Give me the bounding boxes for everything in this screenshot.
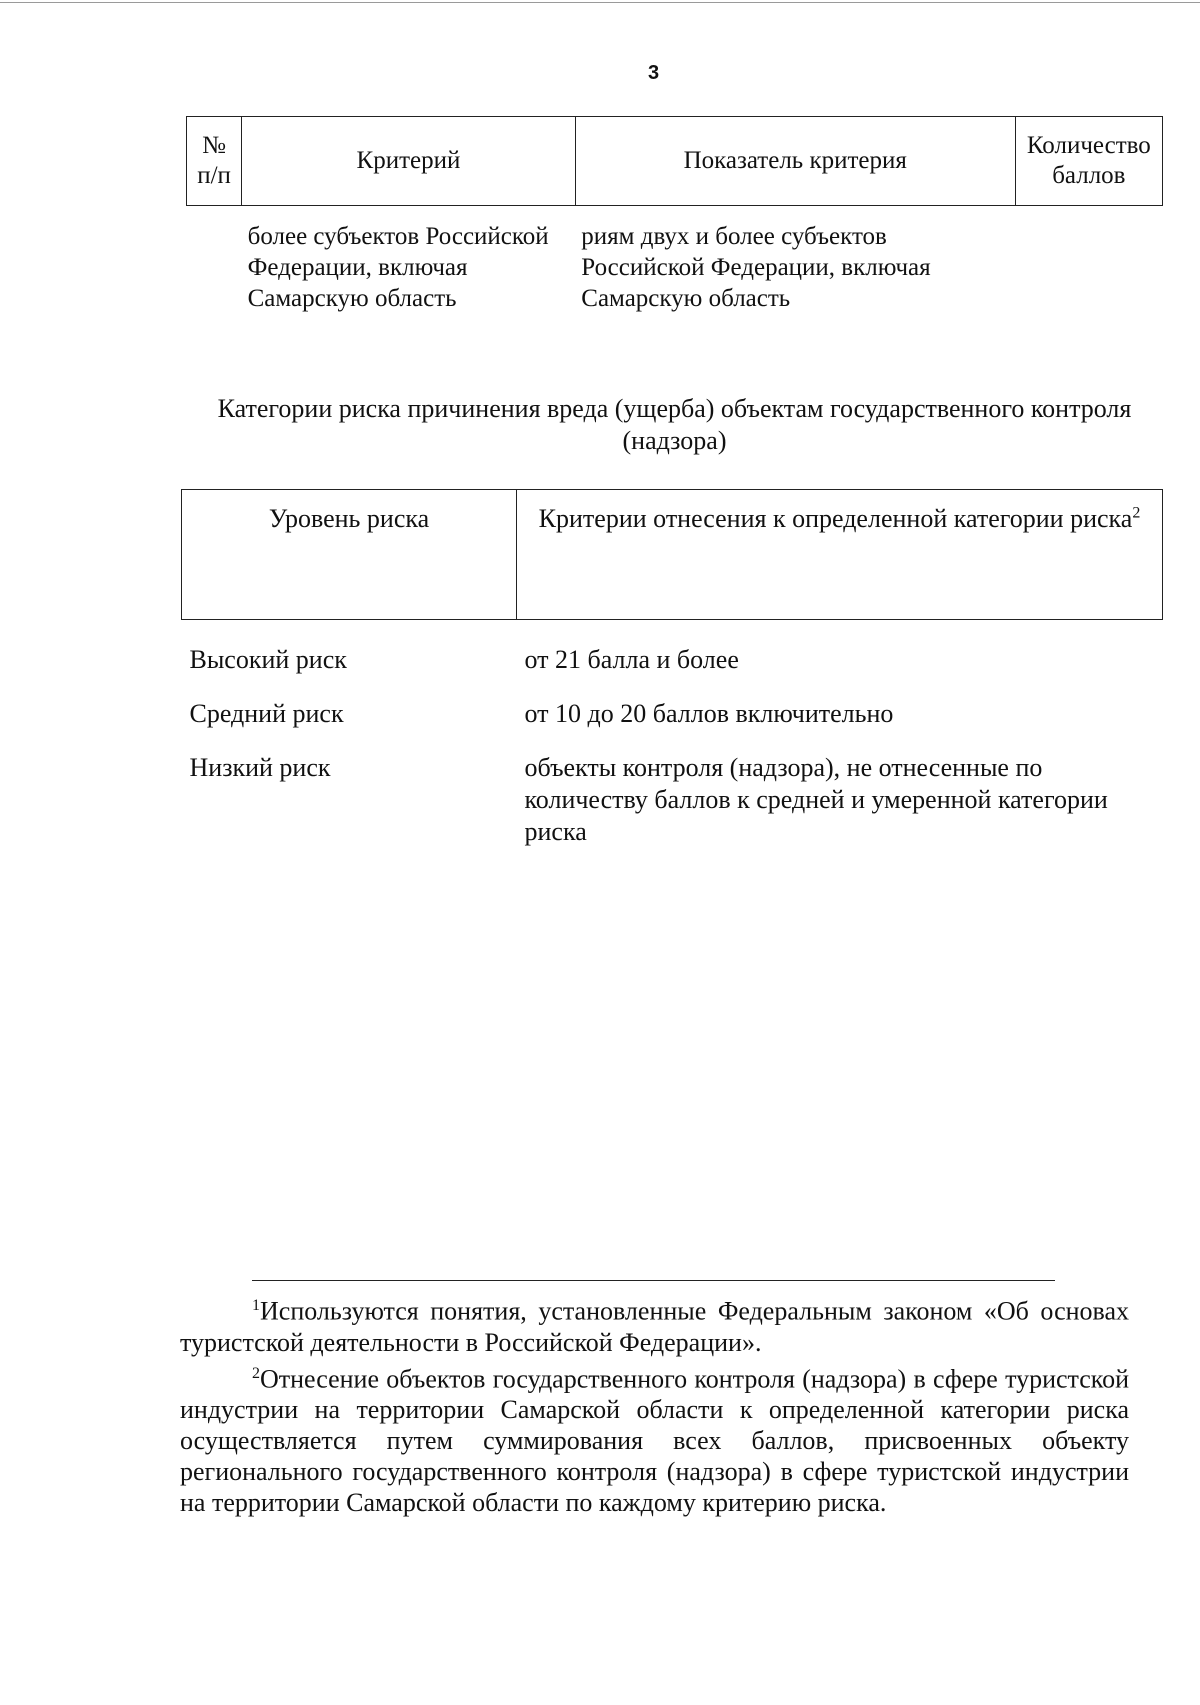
header-risk-criteria-text: Критерии отнесения к определенной категории риска — [538, 504, 1133, 533]
cell-indicator: риям двух и более субъектов Российской Федерации, включая Самарскую область — [581, 223, 931, 312]
footnote-2 — [180, 1358, 1129, 1519]
footnote-2-ref: 2 — [252, 1364, 260, 1382]
risk-row-low — [182, 752, 1163, 870]
risk-level: Средний риск — [189, 699, 344, 728]
risk-row-medium — [182, 698, 1163, 752]
risk-criteria: от 10 до 20 баллов включительно — [524, 699, 894, 728]
header-risk-level: Уровень риска — [182, 490, 517, 620]
header-criterion: Критерий — [242, 117, 576, 206]
risk-criteria: объекты контроля (надзора), не отнесенные по количеству баллов к средней и умеренной категории риска — [524, 753, 1108, 846]
footnote-1-text: Используются понятия, установленные Федеральным законом «Об основах туристской деятельности в Российской Федерации». — [180, 1296, 1129, 1357]
risk-table-header-row — [182, 490, 1163, 620]
header-number: № п/п — [187, 117, 242, 206]
footnote-2-text: Отнесение объектов государственного контроля (надзора) в сфере туристской индустрии на территории Самарской области к определенной категории риска осуществляется путем суммирования всех баллов, присвоенных объекту регионального государственного контроля (надзора) в сфере туристской индустрии на территории Самарской области по каждому критерию риска. — [180, 1364, 1129, 1518]
cell-score — [1015, 206, 1162, 315]
footnotes — [180, 1290, 1129, 1518]
risk-level: Высокий риск — [189, 645, 347, 674]
page-number: 3 — [647, 62, 660, 84]
footnote-1-ref: 1 — [252, 1297, 260, 1314]
risk-row-high — [182, 620, 1163, 699]
header-score: Количество баллов — [1015, 117, 1162, 206]
risk-categories-heading: Категории риска причинения вреда (ущерба) объектам государственного контроля (надзора) — [217, 394, 1132, 455]
scan-top-edge-line — [0, 2, 1200, 3]
footnote-separator — [252, 1280, 1055, 1281]
header-indicator: Показатель критерия — [575, 117, 1015, 206]
criteria-table-header-row — [187, 117, 1163, 206]
footnote-1 — [180, 1290, 1129, 1358]
criteria-continuation-row — [187, 206, 1163, 315]
risk-categories-table — [181, 489, 1163, 870]
cell-criterion: более субъектов Российской Федерации, включая Самарскую область — [247, 223, 549, 312]
risk-level: Низкий риск — [189, 753, 331, 782]
risk-criteria: от 21 балла и более — [524, 645, 739, 674]
criteria-table — [186, 116, 1163, 314]
header-risk-criteria — [517, 490, 1163, 620]
footnote-ref-2: 2 — [1132, 504, 1141, 522]
cell-number — [187, 206, 242, 315]
